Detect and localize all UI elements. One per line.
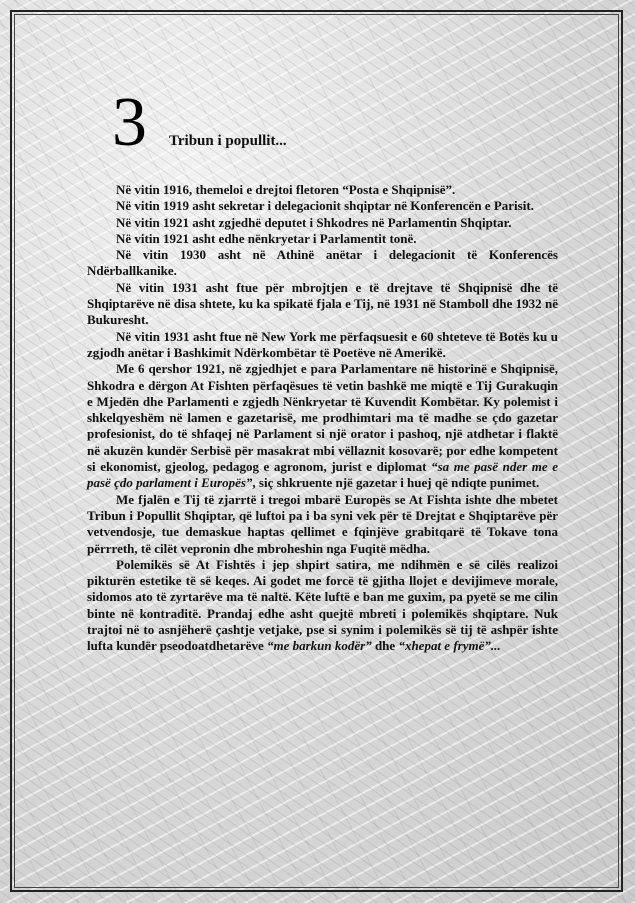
paragraph-text: Me 6 qershor 1921, në zgjedhjet e para Parlamentare në historinë e Shqipnisë, Shkodra e dërgon At Fishten përfaqësues të vetin bashkë me miqtë e Tij Gurakuqin e Mjedën dhe Parlamenti e zgjedh Nënkryetar të Kuvendit Kombëtar. Ky polemist i shkelqyeshëm në lamen e gazetarisë, me prodhimtari ma të madhe se çdo gazetar profesionist, do të shfaqej në Parlament si një orator i pashoq, një atdhetar i flaktë në akuzën kundër Serbisë për masakrat mbi vëllaznit kosovarë; por edhe kompetent si ekonomist, gjeolog, pedagog e agronom, jurist e diplomat bbox=[87, 361, 558, 475]
paragraph: Në vitin 1930 asht në Athinë anëtar i delegacionit të Konferencës Ndërballkanike. bbox=[87, 247, 558, 279]
body-text bbox=[87, 182, 558, 655]
paragraph: Në vitin 1919 asht sekretar i delegacionit shqiptar në Konferencën e Parisit. bbox=[116, 198, 534, 214]
paragraph: Me fjalën e Tij të zjarrtë i tregoi mbarë Europës se At Fishta ishte dhe mbetet Tribun i Popullit Shqiptar, që luftoi pa i ba syni vek për të Drejtat e Shqiptarëve për vetvendosje, tue demaskue haptas qellimet e fqinjëve grabitqarë të Tokave tona përrreth, të cilët vepronin dhe mbroheshin nga Fuqitë mëdha. bbox=[87, 491, 558, 556]
paragraph: Në vitin 1916, themeloi e drejtoi fletoren “Posta e Shqipnisë”. bbox=[116, 182, 456, 197]
quotation: “me barkun kodër” bbox=[266, 638, 372, 654]
paragraph: Në vitin 1921 asht zgjedhë deputet i Shkodres në Parlamentin Shqiptar. bbox=[116, 214, 512, 230]
paragraph bbox=[87, 557, 558, 655]
paragraph: Në vitin 1931 asht ftue në New York me përfaqsuesit e 60 shteteve të Botës ku u zgjodh anëtar i Bashkimit Ndërkombëtar të Poetëve në Amerikë. bbox=[87, 328, 558, 360]
paragraph-text: dhe bbox=[371, 638, 399, 654]
paragraph-text: Polemikës së At Fishtës i jep shpirt satira, me ndihmën e së cilës realizoi pikturën estetike të së keqes. Ai godet me forcë të gjitha llojet e devijimeve morale, sidomos ato të zyrtarëve ma të naltë. Këte luftë e ban me guxim, pa pyetë se me cilin binte në kontraditë. Prandaj edhe asht quejtë mbreti i polemikës shqiptare. Nuk trajtoi në to asnjëherë çashtje vetjake, pse si synim i polemikës së tij të ashpër ishte lufta kundër pseodoatdhetarëve bbox=[87, 556, 558, 654]
chapter-title: Tribun i popullit... bbox=[169, 133, 287, 149]
paragraph: Në vitin 1921 asht edhe nënkryetar i Parlamentit tonë. bbox=[116, 230, 417, 246]
paragraph: Në vitin 1931 asht ftue për mbrojtjen e të drejtave të Shqipnisë dhe të Shqiptarëve në disa shtete, ku ka spikatë fjala e Tij, në 1931 në Stamboll dhe 1932 në Bukuresht. bbox=[87, 279, 558, 328]
paragraph bbox=[87, 361, 558, 491]
chapter-number: 3 bbox=[112, 84, 147, 161]
chapter-heading bbox=[112, 84, 287, 161]
paragraph-text: , siç shkruente një gazetar i huej që ndiqte punimet. bbox=[252, 475, 540, 491]
quotation: “xhepat e frymë”... bbox=[398, 638, 501, 654]
quotation: “sa me pasë nder me e pasë çdo parlament i Europës” bbox=[87, 459, 559, 491]
